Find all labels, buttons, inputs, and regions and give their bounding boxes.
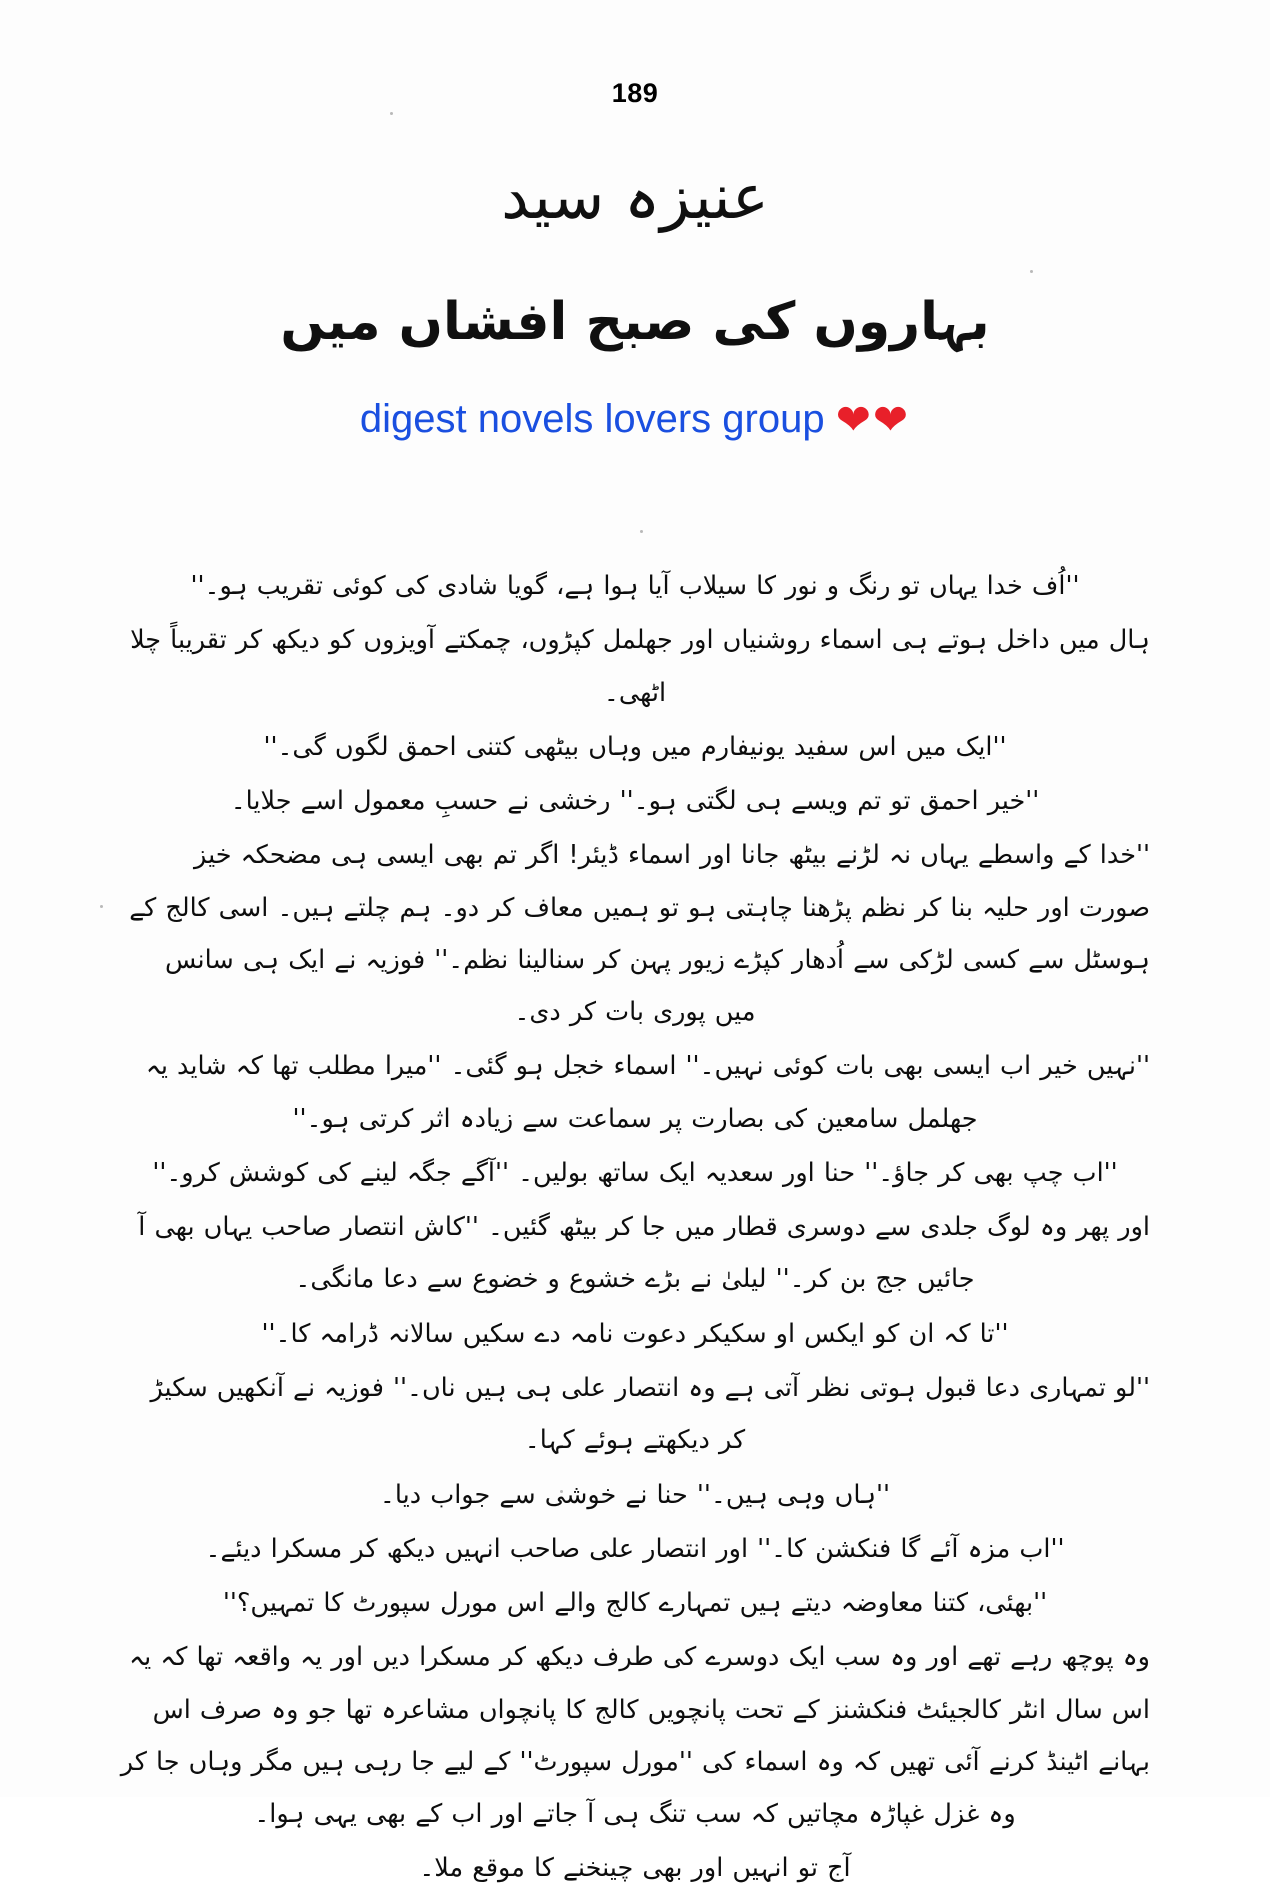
watermark-text: digest novels lovers group	[359, 397, 825, 441]
story-paragraph: ''اب مزہ آئے گا فنکشن کا۔'' اور انتصار علی صاحب انہیں دیکھ کر مسکرا دیئے۔	[205, 1533, 1065, 1564]
story-paragraph: ''بھئی، کتنا معاوضہ دیتے ہیں تمہارے کالج والے اس مورل سپورٹ کا تمہیں؟''	[222, 1588, 1048, 1619]
story-title: بہاروں کی صبح افشاں میں	[280, 292, 990, 352]
page-number: 189	[611, 78, 659, 108]
story-paragraph: ''خیر احمق تو تم ویسے ہی لگتی ہو۔'' رخشی نے حسبِ معمول اسے جلایا۔	[230, 786, 1040, 817]
story-paragraph: اور پھر وہ لوگ جلدی سے دوسری قطار میں جا کر بیٹھ گئیں۔ ''کاش انتصار صاحب یہاں بھی آ جائیں جج بن کر۔'' لیلیٰ نے بڑے خشوع و خضوع سے دعا مانگی۔	[138, 1212, 1150, 1295]
story-paragraph: ''اب چپ بھی کر جاؤ۔'' حنا اور سعدیہ ایک ساتھ بولیں۔ ''آگے جگہ لینے کی کوشش کرو۔''	[152, 1157, 1118, 1188]
scan-speck	[390, 112, 393, 115]
watermark-group-label	[0, 395, 1270, 444]
scan-speck	[1030, 270, 1033, 273]
story-body	[120, 560, 1150, 1897]
story-paragraph: ہال میں داخل ہوتے ہی اسماء روشنیاں اور جھلمل کپڑوں، چمکتے آویزوں کو دیکھ کر تقریباً چلا اٹھی۔	[130, 625, 1150, 708]
story-paragraph: ''تا کہ ان کو ایکس او سکیکر دعوت نامہ دے سکیں سالانہ ڈرامہ کا۔''	[261, 1318, 1009, 1349]
scan-speck	[640, 530, 643, 533]
story-paragraph: ''ایک میں اس سفید یونیفارم میں وہاں بیٹھی کتنی احمق لگوں گی۔''	[263, 731, 1007, 762]
scan-speck	[100, 905, 103, 908]
story-paragraph: وہ پوچھ رہے تھے اور وہ سب ایک دوسرے کی طرف دیکھ کر مسکرا دیں اور یہ واقعہ تھا کہ یہ اس سال انٹر کالجیئٹ فنکشنز کے تحت پانچویں کالج کا پانچواں مشاعرہ تھا جو وہ صرف اس بہانے اٹینڈ کرنے آئی تھیں کہ وہ اسماء کی ''مورل سپورٹ'' کے لیے جا رہی ہیں مگر وہاں جا کر وہ غزل غپاڑہ مچاتیں کہ سب تنگ ہی آ جاتے اور اب کے بھی یہی ہوا۔	[120, 1642, 1150, 1830]
story-paragraph: ''لو تمہاری دعا قبول ہوتی نظر آتی ہے وہ انتصار علی ہی ہیں ناں۔'' فوزیہ نے آنکھیں سکیڑ کر دیکھتے ہوئے کہا۔	[150, 1372, 1150, 1456]
author-name: عنیزہ سید	[501, 160, 769, 233]
story-paragraph: ''نہیں خیر اب ایسی بھی بات کوئی نہیں۔'' اسماء خجل ہو گئی۔ ''میرا مطلب تھا کہ شاید یہ جھلمل سامعین کی بصارت پر سماعت سے زیادہ اثر کرتی ہو۔''	[145, 1051, 1150, 1134]
story-paragraph: آج تو انہیں اور بھی چینخنے کا موقع ملا۔	[419, 1853, 851, 1884]
story-paragraph: ''اُف خدا یہاں تو رنگ و نور کا سیلاب آیا ہوا ہے، گویا شادی کی کوئی تقریب ہو۔''	[190, 571, 1080, 601]
heart-icon: ❤❤	[835, 396, 911, 443]
story-paragraph: ''ہاں وہی ہیں۔'' حنا نے خوشی سے جواب دیا۔	[379, 1479, 891, 1510]
story-paragraph: ''خدا کے واسطے یہاں نہ لڑنے بیٹھ جانا اور اسماء ڈیئر! اگر تم بھی ایسی ہی مضحکہ خیز صورت اور حلیہ بنا کر نظم پڑھنا چاہتی ہو تو ہمیں معاف کر دو۔ ہم چلتے ہیں۔ اسی کالج کے ہوسٹل سے کسی لڑکی سے اُدھار کپڑے زیور پہن کر سنالینا نظم۔'' فوزیہ نے ایک ہی سانس میں پوری بات کر دی۔	[129, 840, 1150, 1028]
